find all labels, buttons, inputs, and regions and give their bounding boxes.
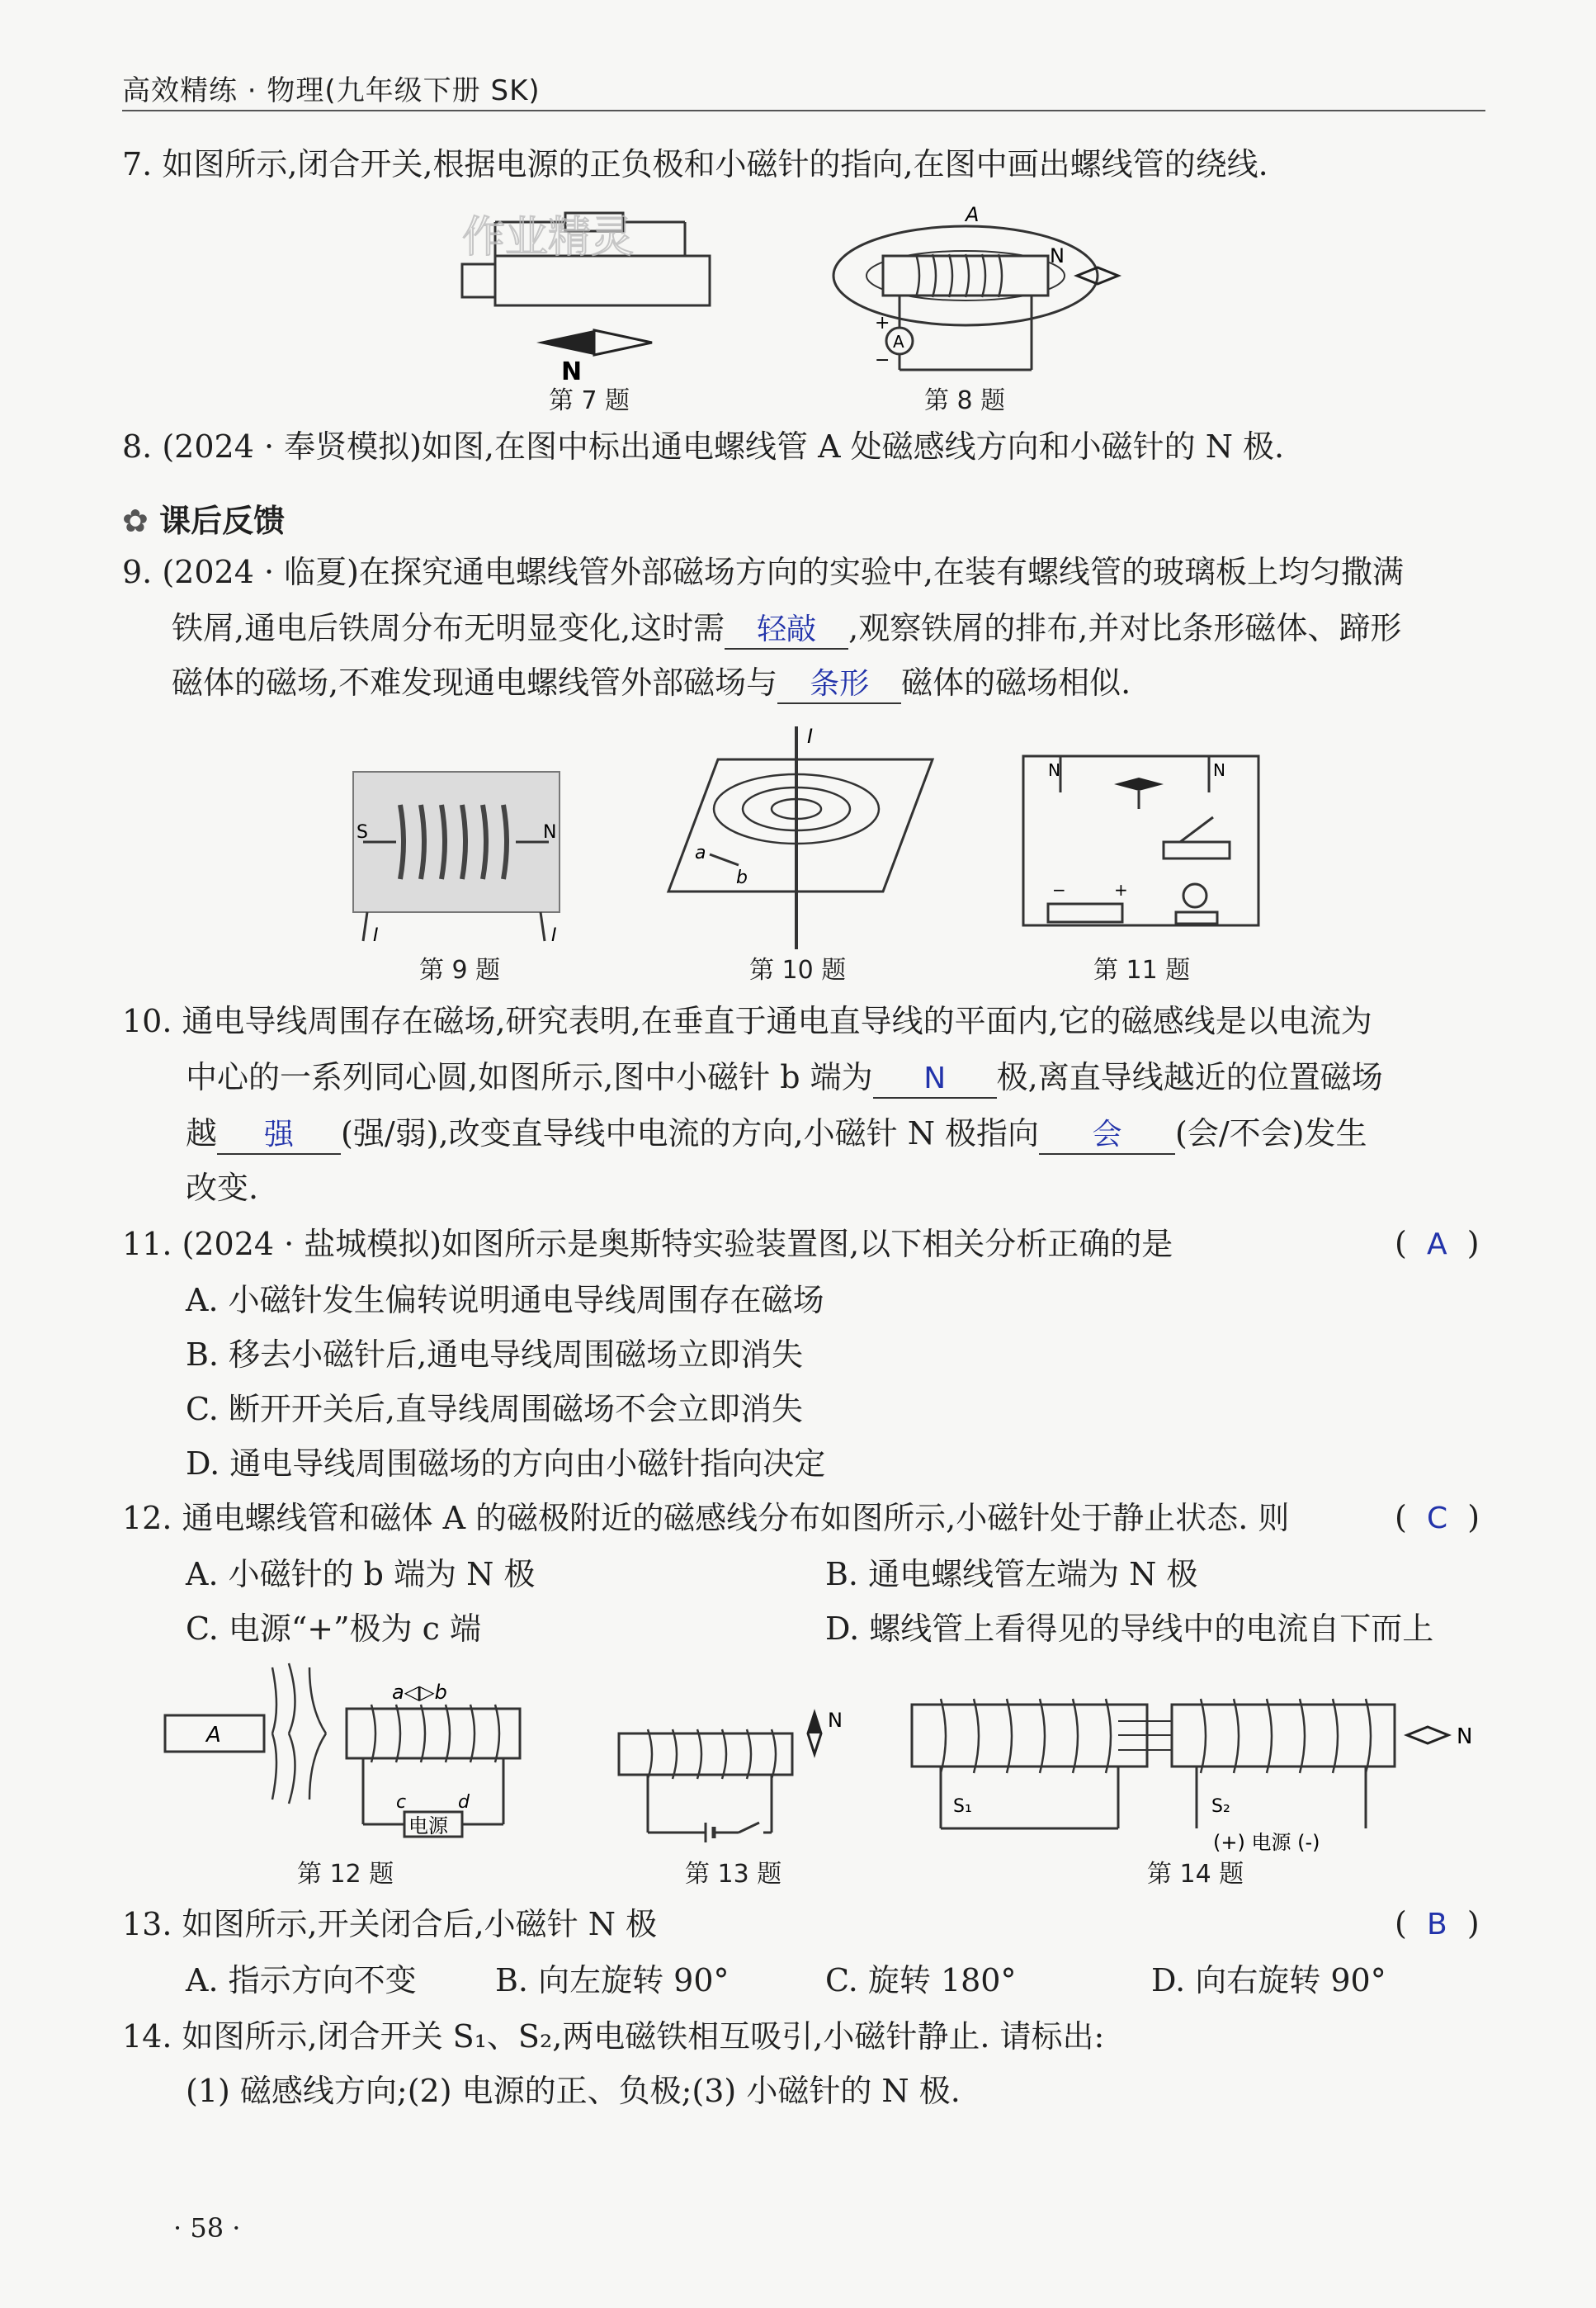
page-number: · 58 · [173,2212,241,2244]
q13-answer-paren: ( B ) [1395,1905,1480,1941]
fig11-switch [1164,842,1230,858]
q10-answer-1: N [923,1062,947,1095]
q12-answer-paren: ( C ) [1395,1499,1480,1535]
fig9-i-left: I [373,925,379,946]
q12-option-b: B. 通电螺线管左端为 N 极 [825,1556,1198,1592]
q10-answer-2: 强 [264,1118,295,1152]
q11-answer: A [1426,1227,1447,1261]
fig7-watermark: 作业精灵 [462,213,635,262]
fig14-s2: S₂ [1211,1796,1230,1817]
fig13-n-label: N [828,1709,843,1732]
svg-text:电源: 电源 [408,1814,448,1837]
q9-answer-1: 轻敲 [757,612,817,646]
page-header: 高效精练 · 物理(九年级下册 SK) [122,74,541,107]
svg-text:N: N [1048,760,1060,780]
q12-option-a: A. 小磁针的 b 端为 N 极 [186,1556,536,1592]
fig8-caption: 第 8 题 [924,386,1006,415]
fig12-ab-label: a◁▷b [392,1681,447,1704]
svg-text:+: + [875,313,890,333]
fig10-caption: 第 10 题 [749,956,847,985]
fig13-caption: 第 13 题 [685,1860,782,1889]
fig14-needle [1407,1727,1448,1743]
question-11-stem: 11. (2024 · 盐城模拟)如图所示是奥斯特实验装置图,以下相关分析正确的是 [122,1226,1173,1262]
q9-answer-2: 条形 [810,667,870,701]
figure-9 [347,772,569,945]
fig12-a-label: A [206,1723,221,1748]
svg-text:N: N [1213,760,1225,780]
q11-answer-paren: ( A ) [1395,1225,1480,1261]
fig7-n-label: N [561,357,583,386]
fig11-bulb [1183,884,1206,907]
q11-option-c: C. 断开开关后,直导线周围磁场不会立即消失 [186,1391,803,1427]
q10-answer-3: 会 [1092,1118,1122,1152]
fig14-caption: 第 14 题 [1147,1860,1244,1889]
fig10-i-label: I [807,725,814,748]
fig12-caption: 第 12 题 [297,1860,394,1889]
fig10-b-label: b [736,868,748,888]
question-10-line-2: 中心的一系列同心圆,如图所示,图中小磁针 b 端为 N 极,离直导线越近的位置磁场 [186,1050,1383,1104]
question-14-stem: 14. 如图所示,闭合开关 S₁、S₂,两电磁铁相互吸引,小磁针静止. 请标出: [122,2018,1105,2055]
fig8-n-label: N [1050,244,1065,267]
fig10-a-label: a [695,843,706,863]
feedback-icon: ✿ [122,503,149,539]
question-12-stem: 12. 通电螺线管和磁体 A 的磁极附近的磁感线分布如图所示,小磁针处于静止状态. 则 [122,1500,1290,1536]
q13-answer: B [1426,1908,1447,1941]
question-7: 7. 如图所示,闭合开关,根据电源的正负极和小磁针的指向,在图中画出螺线管的绕线. [122,146,1268,182]
fig14-n-label: N [1457,1724,1473,1749]
question-9-line-3: 磁体的磁场,不难发现通电螺线管外部磁场与 条形 磁体的磁场相似. [172,655,1131,710]
fig9-n-label: N [543,822,557,843]
fig8-a-label: A [966,203,980,226]
q13-option-c: C. 旋转 180° [825,1962,1017,1998]
question-10-line-3: 越 强 (强/弱),改变直导线中电流的方向,小磁针 N 极指向 会 (会/不会)发生 [186,1106,1367,1161]
question-9-line-2: 铁屑,通电后铁周分布无明显变化,这时需 轻敲 ,观察铁屑的排布,并对比条形磁体、蹄形 [172,601,1401,655]
q11-option-a: A. 小磁针发生偏转说明通电导线周围存在磁场 [186,1282,824,1318]
q12-option-d: D. 螺线管上看得见的导线中的电流自下而上 [825,1610,1434,1647]
fig10-plane [668,759,933,892]
svg-text:+: + [1114,880,1128,900]
q13-option-a: A. 指示方向不变 [186,1962,417,1998]
svg-text:c: c [396,1792,407,1813]
figure-7 [462,206,726,388]
fig10-needle [710,854,739,865]
svg-text:−: − [1052,880,1066,900]
fig14-source: (+) 电源 (-) [1213,1831,1320,1854]
header-rule [122,110,1485,111]
fig11-needle [1114,778,1164,791]
fig12-solenoid [347,1709,520,1758]
q12-option-c: C. 电源“+”极为 c 端 [186,1610,482,1647]
question-9-line-1: 9. (2024 · 临夏)在探究通电螺线管外部磁场方向的实验中,在装有螺线管的玻璃板上均匀撒满 [122,554,1405,590]
fig9-caption: 第 9 题 [419,956,501,985]
figure-11 [1015,751,1271,941]
fig11-caption: 第 11 题 [1093,956,1191,985]
q12-answer: C [1426,1502,1448,1535]
fig13-solenoid [619,1733,792,1775]
figure-8 [833,205,1114,378]
fig7-caption: 第 7 题 [549,386,630,415]
svg-text:d: d [458,1792,470,1813]
fig7-core [495,256,710,305]
question-14-sub: (1) 磁感线方向;(2) 电源的正、负极;(3) 小磁针的 N 极. [186,2073,961,2109]
question-13-stem: 13. 如图所示,开关闭合后,小磁针 N 极 [122,1906,658,1942]
q11-option-d: D. 通电导线周围磁场的方向由小磁针指向决定 [186,1445,826,1482]
figure-12 [165,1659,528,1849]
fig9-i-right: I [551,925,557,946]
fig7-needle [536,330,594,355]
q13-option-d: D. 向右旋转 90° [1151,1962,1386,1998]
fig8-solenoid [883,256,1048,296]
svg-text:A: A [893,332,904,352]
q13-option-b: B. 向左旋转 90° [495,1962,730,1998]
svg-text:−: − [875,350,890,371]
question-10-line-1: 10. 通电导线周围存在磁场,研究表明,在垂直于通电直导线的平面内,它的磁感线是以电流为 [122,1003,1372,1039]
q11-option-b: B. 移去小磁针后,通电导线周围磁场立即消失 [186,1336,804,1373]
figure-13 [615,1709,862,1849]
fig11-battery [1048,904,1122,922]
figure-14 [908,1676,1510,1854]
section-title: ✿ 课后反馈 [122,503,286,539]
figure-10 [660,718,941,949]
fig9-s-label: S [357,822,368,843]
fig14-s1: S₁ [953,1796,972,1817]
question-10-line-4: 改变. [186,1170,259,1206]
question-8: 8. (2024 · 奉贤模拟)如图,在图中标出通电螺线管 A 处磁感线方向和小磁针的 N 极. [122,428,1285,465]
